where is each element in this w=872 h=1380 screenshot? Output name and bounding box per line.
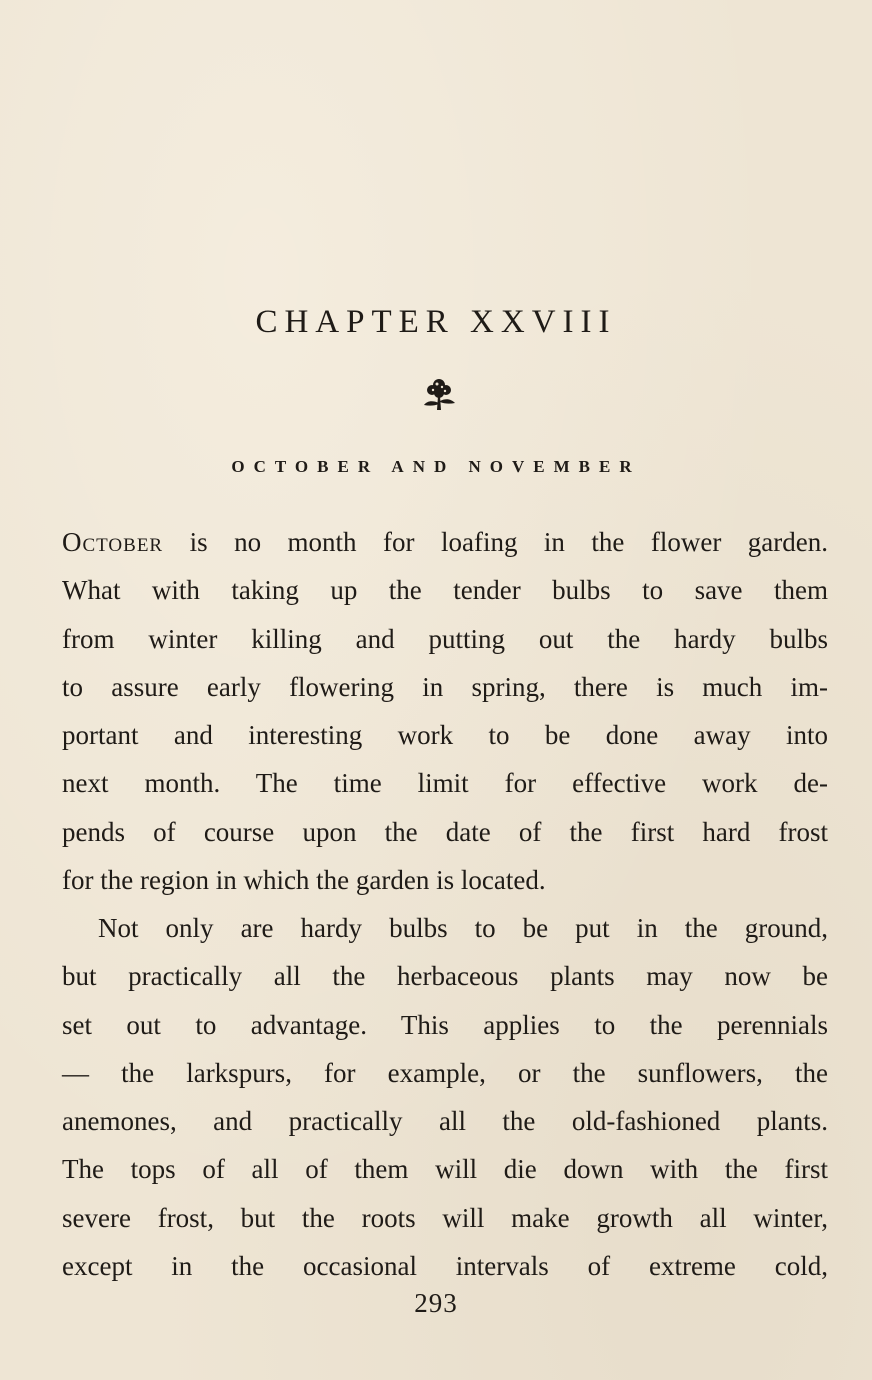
paragraph-1	[62, 518, 828, 904]
paragraph-line: The tops of all of them will die down with the first	[62, 1154, 828, 1185]
paragraph-1-line-1: October is no month for loafing in the flower garden.	[62, 527, 828, 557]
paragraph-line: set out to advantage. This applies to the perennials	[62, 1009, 828, 1040]
paragraph-line: portant and interesting work to be done away into	[62, 720, 828, 751]
paragraph-line: anemones, and practically all the old-fashioned plants.	[62, 1106, 828, 1137]
paragraph-line: Not only are hardy bulbs to be put in the ground,	[98, 913, 828, 943]
paragraph-line: severe frost, but the roots will make growth all winter,	[62, 1202, 828, 1233]
chapter-title: CHAPTER XXVIII	[255, 304, 617, 340]
paragraph-line: — the larkspurs, for example, or the sunflowers, the	[62, 1057, 828, 1088]
paragraph-line: next month. The time limit for effective work de-	[62, 768, 828, 799]
page-number: 293	[414, 1288, 458, 1318]
paragraph-line: for the region in which the garden is located.	[62, 865, 546, 896]
lead-word: October	[62, 527, 164, 557]
paragraph-line: to assure early flowering in spring, there is much im-	[62, 671, 828, 702]
floral-ornament-icon	[420, 376, 458, 412]
paragraph-line: pends of course upon the date of the first hard frost	[62, 816, 828, 847]
paragraph-line: from winter killing and putting out the hardy bulbs	[62, 623, 828, 654]
paragraph-2	[62, 904, 828, 1290]
paragraph-line: except in the occasional intervals of extreme cold,	[62, 1251, 828, 1282]
paragraph-line: but practically all the herbaceous plants may now be	[62, 961, 828, 992]
section-title: OCTOBER AND NOVEMBER	[231, 457, 641, 476]
paragraph-line: What with taking up the tender bulbs to save them	[62, 575, 828, 606]
